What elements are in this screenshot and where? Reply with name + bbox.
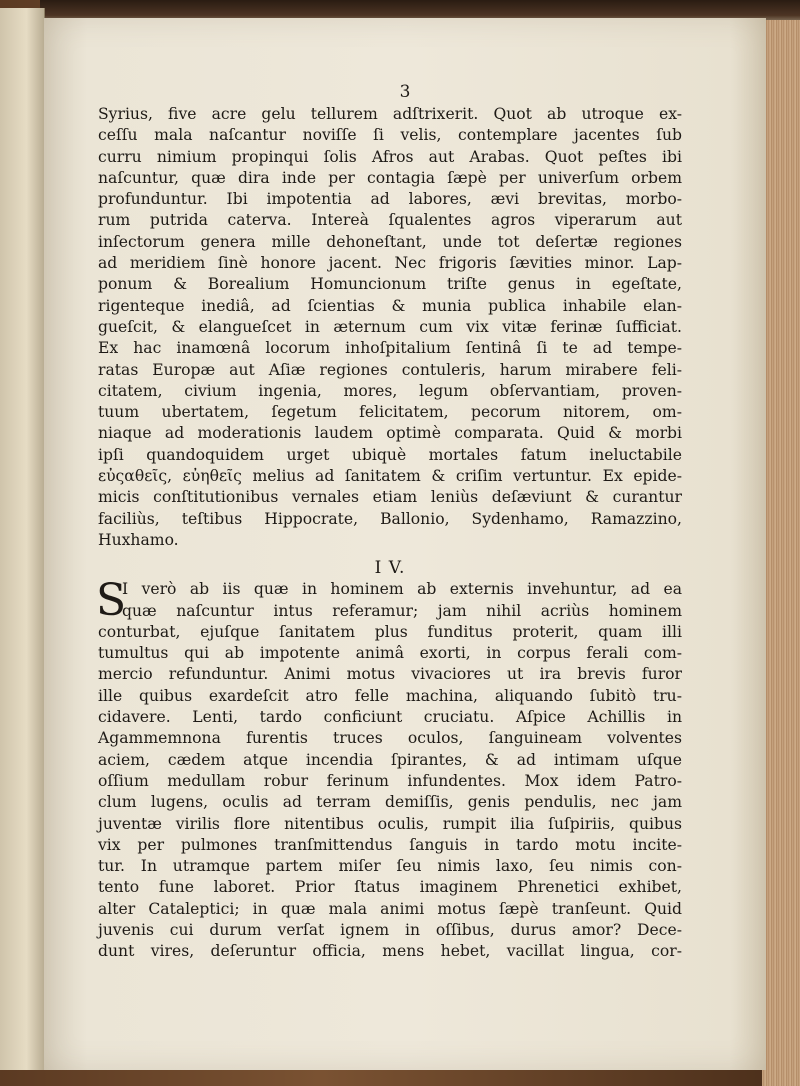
text-line: cidavere. Lenti, tardo conficiunt cruciatu. Aſpice Achillis in xyxy=(98,708,682,727)
text-line: quæ naſcuntur intus referamur; jam nihil acriùs hominem xyxy=(122,601,682,620)
text-line: tumultus qui ab impotente animâ exorti, in corpus ferali com- xyxy=(98,644,682,663)
page-content xyxy=(98,80,682,963)
text-line: niaque ad moderationis laudem optimè comparata. Quid & morbi xyxy=(98,424,682,443)
text-line: profunduntur. Ibi impotentia ad labores, ævi brevitas, morbo- xyxy=(98,190,682,209)
left-page-edge xyxy=(0,8,45,1070)
text-line: curru nimium propinqui ſolis Afros aut Arabas. Quot peſtes ibi xyxy=(98,147,682,166)
page-number: 3 xyxy=(399,82,411,102)
text-line: rum putrida caterva. Intereà ſqualentes agros viperarum aut xyxy=(98,211,682,230)
text-line: Ex hac inamœnâ locorum inhoſpitalium ſentinâ ſi te ad tempe- xyxy=(98,339,682,358)
text-line: micis conſtitutionibus vernales etiam leniùs deſæviunt & curantur xyxy=(98,488,682,507)
text-line: mercio refunduntur. Animi motus vivaciores ut ira brevis furor xyxy=(98,665,682,684)
text-line: ipſi quandoquidem urget ubiquè mortales fatum ineluctabile xyxy=(98,445,682,464)
text-line: ad meridiem ſinè honore jacent. Nec frigoris ſævities minor. Lap- xyxy=(98,254,682,273)
text-line: juvenis cui durum verſat ignem in oſſibus, durus amor? Dece- xyxy=(98,920,682,939)
text-line: ille quibus exardeſcit atro felle machina, aliquando ſubitò tru- xyxy=(98,686,682,705)
text-line: inſectorum genera mille dehoneſtant, unde tot deſertæ regiones xyxy=(98,232,682,251)
text-line: Agammemnona furentis truces oculos, ſanguineam volventes xyxy=(98,729,682,748)
text-line: juventæ virilis flore nitentibus oculis, rumpit ilia ſuſpiriis, quibus xyxy=(98,814,682,833)
text-line: Huxhamo. xyxy=(98,530,179,549)
paragraph-2 xyxy=(96,575,682,962)
text-line: alter Cataleptici; in quæ mala animi motus ſæpè tranſeunt. Quid xyxy=(98,899,682,918)
text-line: ponum & Borealium Homuncionum triſte genus in egeſtate, xyxy=(98,275,682,294)
text-line: I verò ab iis quæ in hominem ab externis invehuntur, ad ea xyxy=(122,580,682,599)
text-line: naſcuntur, quæ dira inde per contagia ſæpè per univerſum orbem xyxy=(98,168,682,187)
text-line: εὐςαθεῖς, εὐηθεῖς melius ad ſanitatem & criſim vertuntur. Ex epide- xyxy=(98,467,682,486)
text-line: dunt vires, deſeruntur officia, mens hebet, vacillat lingua, cor- xyxy=(98,942,682,961)
text-line: faciliùs, teſtibus Hippocrate, Ballonio, Sydenhamo, Ramazzino, xyxy=(98,509,682,528)
text-line: tuum ubertatem, ſegetum felicitatem, pecorum nitorem, om- xyxy=(98,403,682,422)
drop-cap: S xyxy=(96,575,127,627)
text-line: citatem, civium ingenia, mores, legum obſervantiam, proven- xyxy=(98,381,682,400)
section-heading: I V. xyxy=(374,558,406,579)
text-line: Syrius, five acre gelu tellurem adſtrixerit. Quot ab utroque ex- xyxy=(98,105,682,123)
text-line: tento fune laboret. Prior ſtatus imaginem Phrenetici exhibet, xyxy=(98,878,682,897)
text-line: clum lugens, oculis ad terram demiſſis, genis pendulis, nec jam xyxy=(98,793,682,812)
text-line: rigenteque inediâ, ad ſcientias & munia publica inhabile elan- xyxy=(98,296,682,315)
text-line: conturbat, ejuſque ſanitatem plus funditus proterit, quam illi xyxy=(98,622,682,641)
text-line: ratas Europæ aut Aſiæ regiones contuleris, harum mirabere feli- xyxy=(98,360,682,379)
paragraph-1 xyxy=(98,104,682,551)
text-line: tur. In utramque partem miſer ſeu nimis laxo, ſeu nimis con- xyxy=(98,857,682,876)
text-line: gueſcit, & elangueſcet in æternum cum vix vitæ ferinæ ſufficiat. xyxy=(98,317,682,336)
text-line: aciem, cædem atque incendia ſpirantes, & ad intimam uſque xyxy=(98,750,682,769)
text-line: ceſſu mala naſcantur noviſſe ſi velis, contemplare jacentes ſub xyxy=(98,126,682,145)
text-line: oſſium medullam robur ferinum infundentes. Mox idem Patro- xyxy=(98,771,682,790)
page-block-edge xyxy=(762,20,800,1086)
text-line: vix per pulmones tranſmittendus ſanguis in tardo motu incite- xyxy=(98,835,682,854)
